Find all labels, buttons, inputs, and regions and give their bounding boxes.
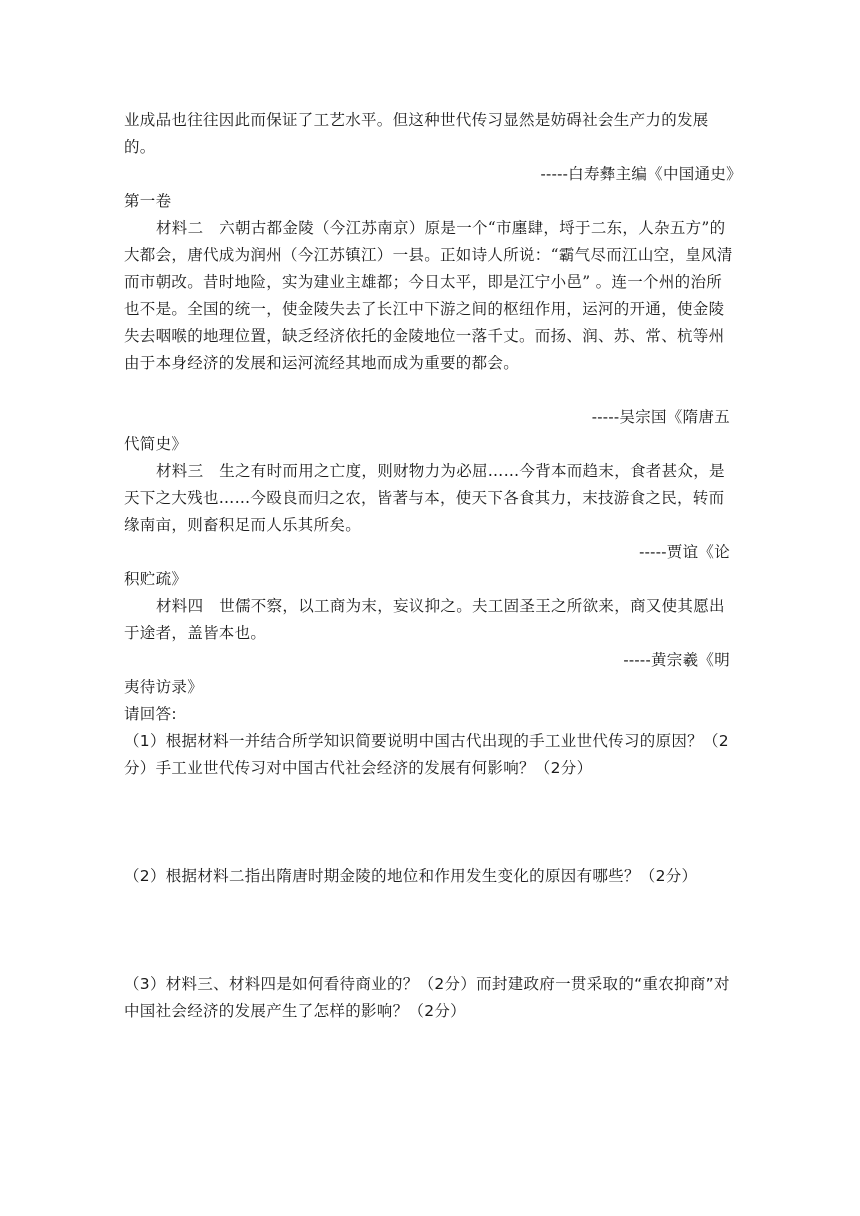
source-citation-4b: 夷待访录》 <box>124 678 204 696</box>
question-2: （2）根据材料二指出隋唐时期金陵的地位和作用发生变化的原因有哪些？（2分） <box>124 867 698 885</box>
section-label: 第一卷 <box>124 192 172 210</box>
source-citation-1: -----白寿彝主编《中国通史》 <box>540 165 742 183</box>
source-citation-2b: 代简史》 <box>124 435 188 453</box>
question-3: （3）材料三、材料四是如何看待商业的？（2分）而封建政府一贯采取的“重农抑商”对中国社会经济的发展产生了怎样的影响？（2分） <box>124 975 730 1020</box>
source-citation-3a: -----贾谊《论 <box>639 543 730 561</box>
source-citation-2a: -----吴宗国《隋唐五 <box>591 408 730 426</box>
source-citation-3b: 积贮疏》 <box>124 570 188 588</box>
intro-paragraph: 业成品也往往因此而保证了工艺水平。但这种世代传习显然是妨碍社会生产力的发展的。 <box>124 111 709 156</box>
source-citation-4a: -----黄宗羲《明 <box>623 651 730 669</box>
answer-prompt: 请回答: <box>124 705 177 723</box>
question-1: （1）根据材料一并结合所学知识简要说明中国古代出现的手工业世代传习的原因？（2分）手工业世代传习对中国古代社会经济的发展有何影响？（2分） <box>124 732 729 777</box>
material-3-paragraph: 材料三 生之有时而用之亡度，则财物力为必屈……今背本而趋末，食者甚众，是天下之大残也……今殴良而归之农，皆著与本，使天下各食其力，末技游食之民，转而缘南亩，则畜积足而人乐其所矣。 <box>124 462 725 534</box>
material-4-paragraph: 材料四 世儒不察，以工商为末，妄议抑之。夫工固圣王之所欲来，商又使其愿出于途者，盖皆本也。 <box>124 597 725 642</box>
material-2-paragraph: 材料二 六朝古都金陵（今江苏南京）原是一个“市廛肆，埒于二东，人杂五方”的大都会，唐代成为润州（今江苏镇江）一县。正如诗人所说：“霸气尽而江山空，皇风清而市朝改。昔时地险，实为建业主雄都；今日太平，即是江宁小邑” 。连一个州的治所也不是。全国的统一，使金陵失去了长江中下游之间的枢纽作用，运河的开通，使金陵失去咽喉的地理位置，缺乏经济依托的金陵地位一落千丈。而扬、润、苏、常、杭等州由于本身经济的发展和运河流经其地而成为重要的都会。 <box>124 219 733 372</box>
